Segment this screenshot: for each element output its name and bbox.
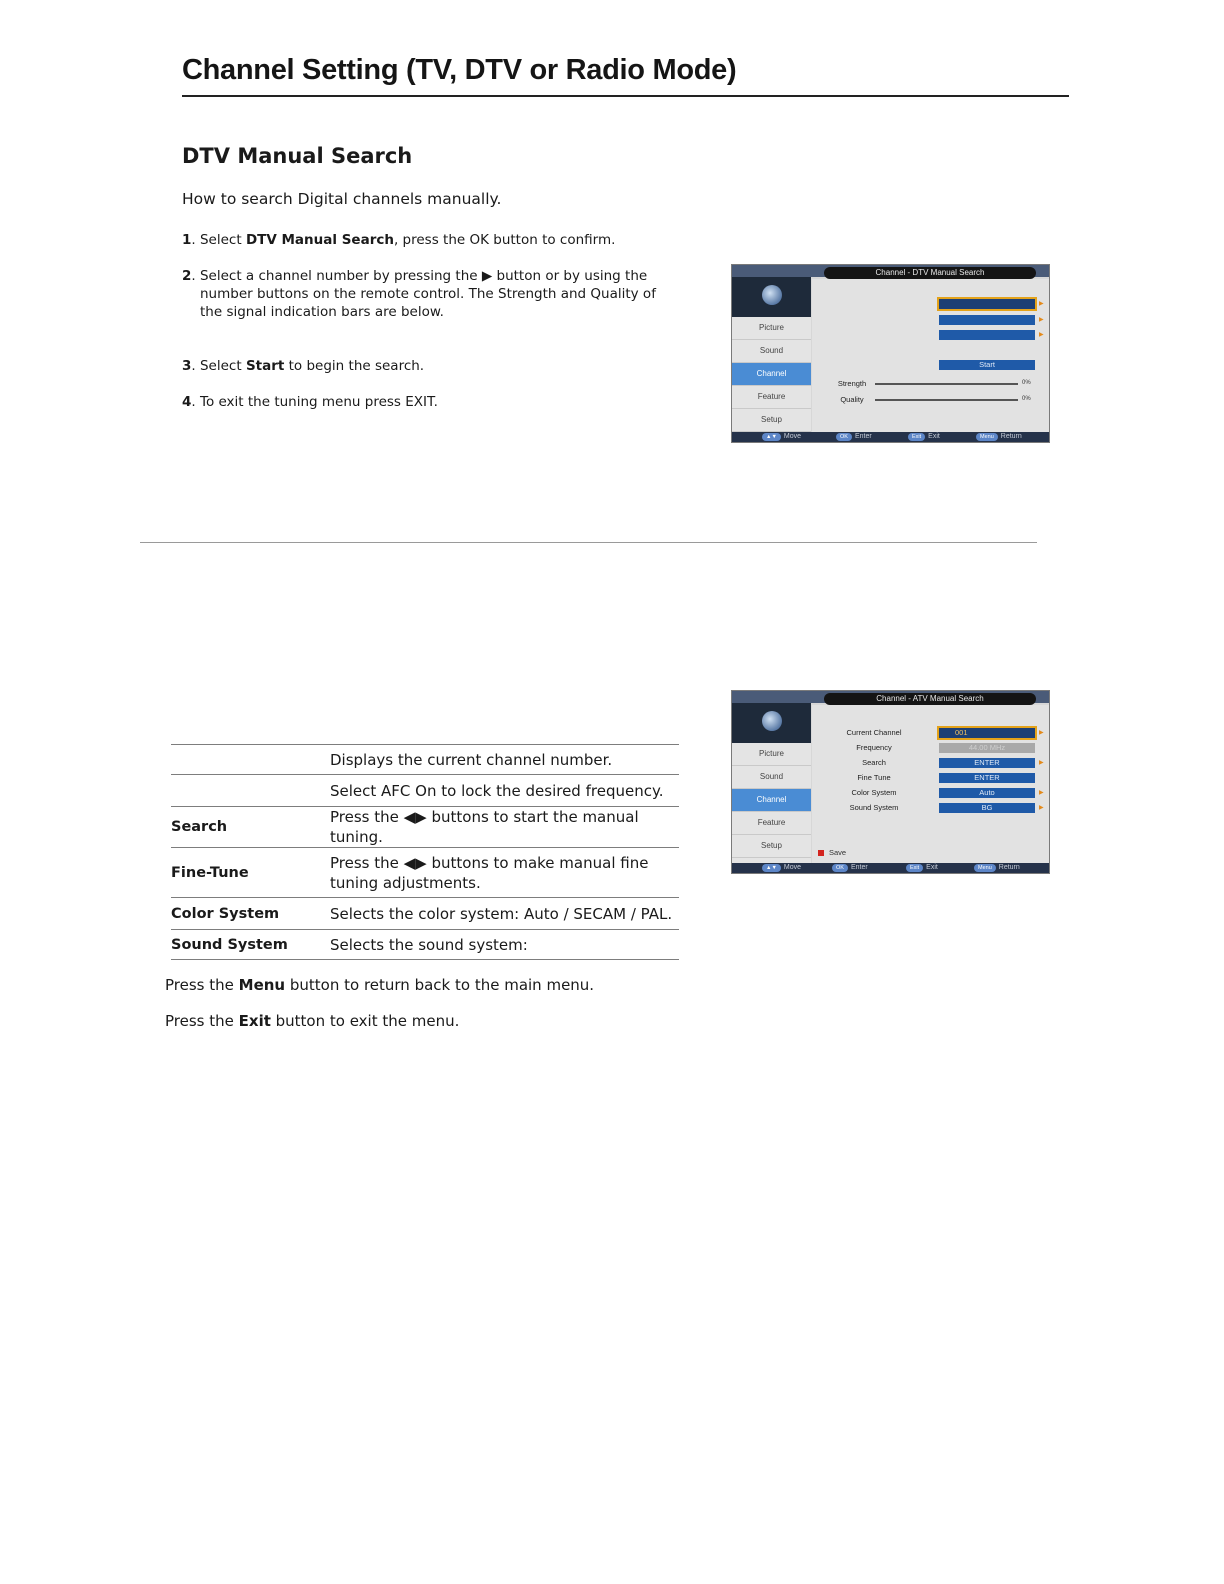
satellite-dish-icon [732, 703, 811, 743]
osd-menu-setup: Setup [732, 409, 811, 432]
note-emphasis: Menu [238, 976, 286, 994]
table-row [171, 930, 679, 960]
osd-title: Channel - ATV Manual Search [824, 693, 1036, 705]
step-emphasis: DTV Manual Search [245, 232, 394, 248]
option-description: Select AFC On to lock the desired frequency. [330, 775, 679, 807]
osd-quality-bar [875, 399, 1018, 401]
osd-key: Menu [976, 433, 998, 441]
osd-footer-return [974, 864, 1020, 872]
right-arrow-icon: ▶ [1039, 332, 1044, 338]
osd-footer [732, 863, 1049, 873]
osd-menu-picture: Picture [732, 317, 811, 340]
step-text: . Select [191, 232, 246, 248]
osd-menu-feature: Feature [732, 812, 811, 835]
section-title: DTV Manual Search [182, 144, 413, 168]
step-1 [182, 231, 615, 249]
red-square-icon [818, 850, 824, 856]
step-number: 2 [182, 268, 192, 284]
option-name [171, 775, 330, 807]
atv-manual-search-screenshot [731, 690, 1050, 874]
note-text: Press the [165, 976, 239, 994]
osd-menu-channel: Channel [732, 363, 811, 386]
osd-row-label: Sound System [849, 803, 899, 812]
exit-note [165, 1012, 459, 1030]
osd-field [939, 315, 1035, 325]
osd-row-label: Fine Tune [857, 773, 891, 782]
step-number: 4 [182, 394, 192, 410]
step-number: 3 [182, 358, 192, 374]
osd-row-label: Color System [851, 788, 897, 797]
menu-note [165, 976, 594, 994]
osd-menu-setup: Setup [732, 835, 811, 858]
osd-row-label: Frequency [856, 743, 892, 752]
page-title: Channel Setting (TV, DTV or Radio Mode) [182, 54, 737, 86]
step-4 [182, 393, 438, 411]
osd-color-system-field: Auto [939, 788, 1035, 798]
osd-footer-exit [908, 433, 940, 441]
osd-start-field: Start [939, 360, 1035, 370]
osd-footer-enter [832, 864, 868, 872]
osd-frequency-field: 44.00 MHz [939, 743, 1035, 753]
osd-key: OK [832, 864, 848, 872]
osd-fine-tune-field: ENTER [939, 773, 1035, 783]
osd-channel-number-field [939, 299, 1035, 309]
step-text: , press the OK button to confirm. [393, 232, 616, 248]
option-name: Search [171, 807, 330, 848]
osd-footer-move [762, 864, 801, 872]
osd-key: ▲▼ [762, 864, 781, 872]
option-description: Selects the sound system: [330, 930, 679, 960]
step-text: number buttons on the remote control. The Strength and Quality of [200, 286, 656, 302]
title-rule [182, 95, 1069, 97]
options-table [171, 744, 679, 960]
section-divider [140, 542, 1037, 543]
osd-save-label: Save [829, 848, 847, 857]
satellite-dish-icon [732, 277, 811, 317]
section-intro: How to search Digital channels manually. [182, 190, 502, 208]
option-description: Displays the current channel number. [330, 745, 679, 775]
osd-key: Menu [974, 864, 996, 872]
osd-quality-label: Quality [840, 395, 864, 404]
osd-key-label: Exit [926, 864, 938, 871]
osd-footer-move [762, 433, 801, 441]
option-name: Fine-Tune [171, 848, 330, 898]
osd-key-label: Return [1000, 433, 1022, 440]
option-description: Selects the color system: Auto / SECAM / PAL. [330, 898, 679, 930]
osd-menu-channel: Channel [732, 789, 811, 812]
step-text: . Select [191, 358, 246, 374]
osd-key-label: Enter [850, 864, 868, 871]
osd-key-label: Exit [928, 433, 940, 440]
osd-key: Exit [906, 864, 923, 872]
option-description: Press the ◀▶ buttons to start the manual tuning. [330, 807, 679, 848]
osd-menu-picture: Picture [732, 743, 811, 766]
osd-menu-sound: Sound [732, 340, 811, 363]
table-row [171, 848, 679, 898]
osd-strength-bar [875, 383, 1018, 385]
osd-sound-system-field: BG [939, 803, 1035, 813]
table-row [171, 745, 679, 775]
osd-key: OK [836, 433, 852, 441]
right-arrow-icon: ▶ [1039, 317, 1044, 323]
osd-row-label: Current Channel [846, 728, 902, 737]
osd-field [939, 330, 1035, 340]
table-row [171, 807, 679, 848]
osd-key-label: Move [783, 433, 802, 440]
right-arrow-icon: ▶ [1039, 805, 1044, 811]
osd-key-label: Move [783, 864, 802, 871]
step-text: . Select a channel number by pressing the ▶ button or by using the [191, 268, 648, 284]
osd-save-indicator [818, 848, 846, 857]
note-text: button to return back to the main menu. [285, 976, 595, 994]
osd-current-channel-field: 001 [939, 728, 1035, 738]
step-text: to begin the search. [284, 358, 425, 374]
right-arrow-icon: ▶ [1039, 760, 1044, 766]
osd-footer [732, 432, 1049, 442]
osd-footer-return [976, 433, 1022, 441]
osd-key: ▲▼ [762, 433, 781, 441]
osd-menu-sound: Sound [732, 766, 811, 789]
osd-menu-feature: Feature [732, 386, 811, 409]
right-arrow-icon: ▶ [1039, 301, 1044, 307]
step-text: . To exit the tuning menu press EXIT. [191, 394, 438, 410]
note-emphasis: Exit [238, 1012, 271, 1030]
osd-key-label: Enter [854, 433, 872, 440]
table-row [171, 898, 679, 930]
note-text: button to exit the menu. [270, 1012, 460, 1030]
osd-search-field: ENTER [939, 758, 1035, 768]
osd-footer-exit [906, 864, 938, 872]
osd-strength-label: Strength [837, 379, 867, 388]
osd-key: Exit [908, 433, 925, 441]
step-emphasis: Start [245, 358, 285, 374]
dtv-manual-search-screenshot [731, 264, 1050, 443]
table-row [171, 775, 679, 807]
osd-strength-value: 0% [1022, 380, 1031, 386]
step-3 [182, 357, 424, 375]
option-name: Color System [171, 898, 330, 930]
right-arrow-icon: ▶ [1039, 730, 1044, 736]
step-2 [182, 267, 656, 321]
right-arrow-icon: ▶ [1039, 790, 1044, 796]
note-text: Press the [165, 1012, 239, 1030]
osd-row-label: Search [862, 758, 886, 767]
osd-footer-enter [836, 433, 872, 441]
option-description: Press the ◀▶ buttons to make manual fine tuning adjustments. [330, 848, 679, 898]
osd-title: Channel - DTV Manual Search [824, 267, 1036, 279]
step-text: the signal indication bars are below. [200, 304, 444, 320]
step-number: 1 [182, 232, 192, 248]
option-name: Sound System [171, 930, 330, 960]
option-name [171, 745, 330, 775]
osd-key-label: Return [998, 864, 1020, 871]
osd-quality-value: 0% [1022, 396, 1031, 402]
